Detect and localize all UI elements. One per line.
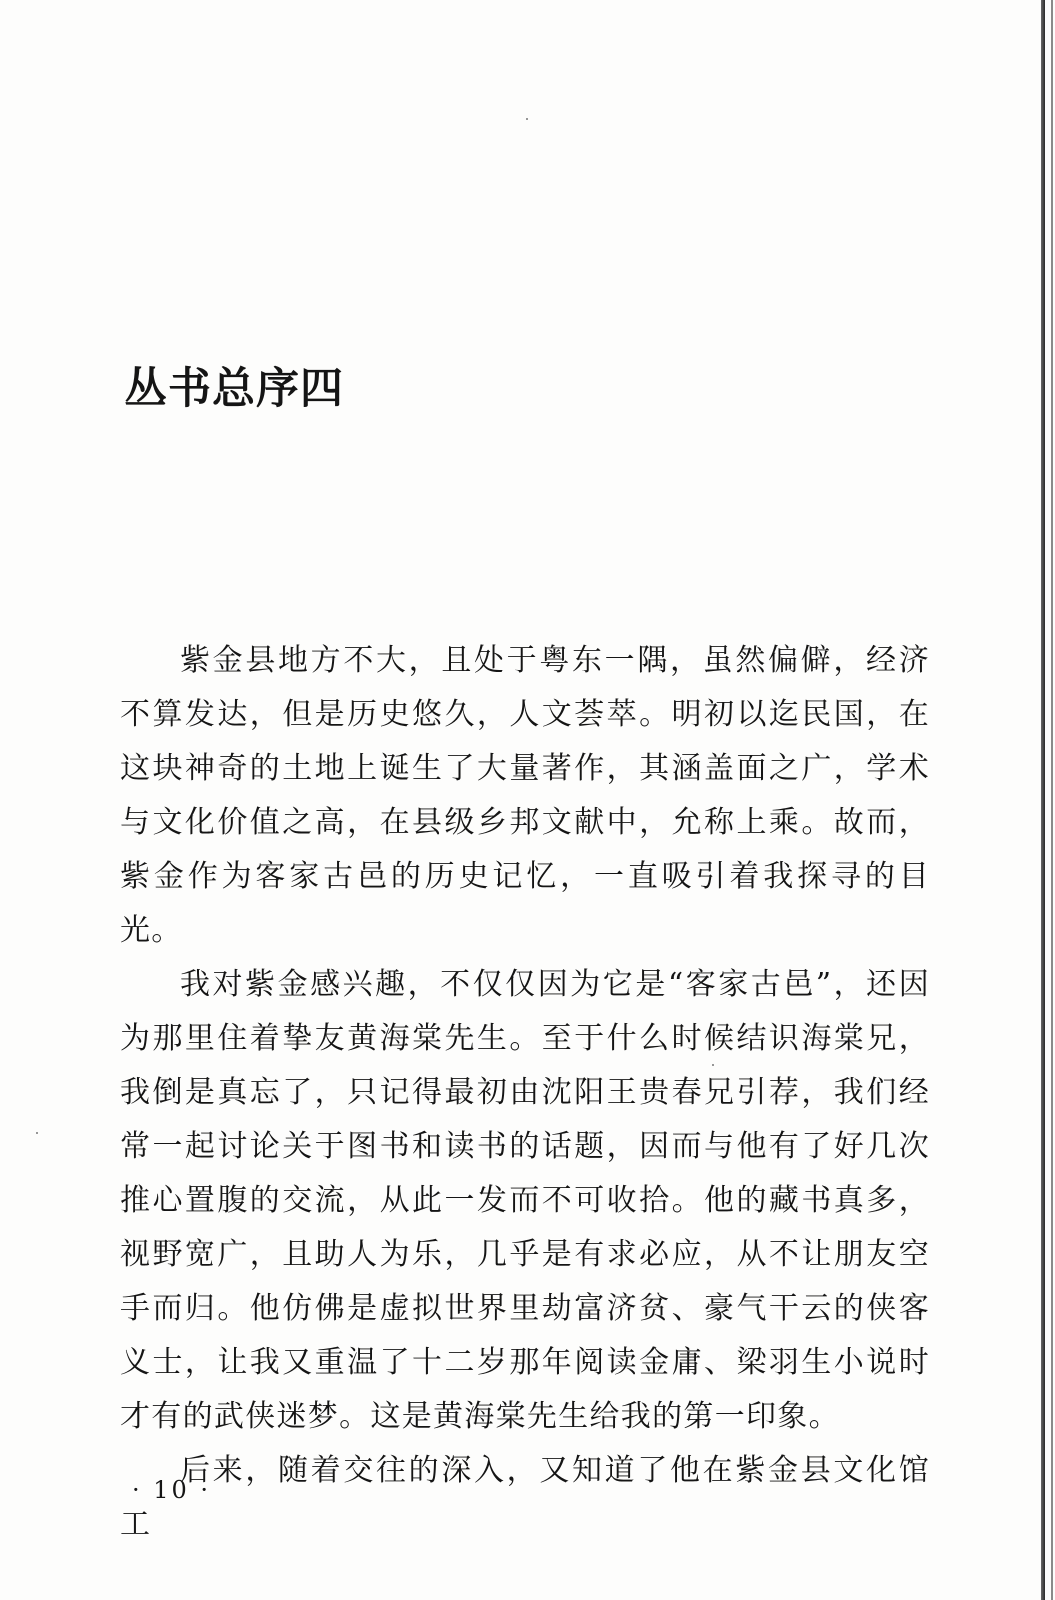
body-text	[120, 634, 930, 1552]
paragraph-1: 紫金县地方不大，且处于粤东一隅，虽然偏僻，经济不算发达，但是历史悠久，人文荟萃。明初以迄民国，在这块神奇的土地上诞生了大量著作，其涵盖面之广，学术与文化价值之高，在县级乡邦文献中，允称上乘。故而，紫金作为客家古邑的历史记忆，一直吸引着我探寻的目光。	[120, 643, 930, 948]
scan-speck	[36, 1132, 38, 1134]
paragraph-2: 我对紫金感兴趣，不仅仅因为它是“客家古邑”，还因为那里住着挚友黄海棠先生。至于什么时候结识海棠兄，我倒是真忘了，只记得最初由沈阳王贵春兄引荐，我们经常一起讨论关于图书和读书的话题，因而与他有了好几次推心置腹的交流，从此一发而不可收拾。他的藏书真多，视野宽广，且助人为乐，几乎是有求必应，从不让朋友空手而归。他仿佛是虚拟世界里劫富济贫、豪气干云的侠客义士，让我又重温了十二岁那年阅读金庸、梁羽生小说时才有的武侠迷梦。这是黄海棠先生给我的第一印象。	[120, 967, 930, 1434]
page-edge-line	[1051, 0, 1053, 1600]
scan-speck	[526, 118, 528, 120]
page-edge-shadow	[1041, 0, 1045, 1600]
page-number: · 10 ·	[132, 1476, 212, 1504]
chapter-title: 丛书总序四	[124, 364, 344, 414]
paragraph-3: 后来，随着交往的深入，又知道了他在紫金县文化馆工	[120, 1453, 930, 1542]
